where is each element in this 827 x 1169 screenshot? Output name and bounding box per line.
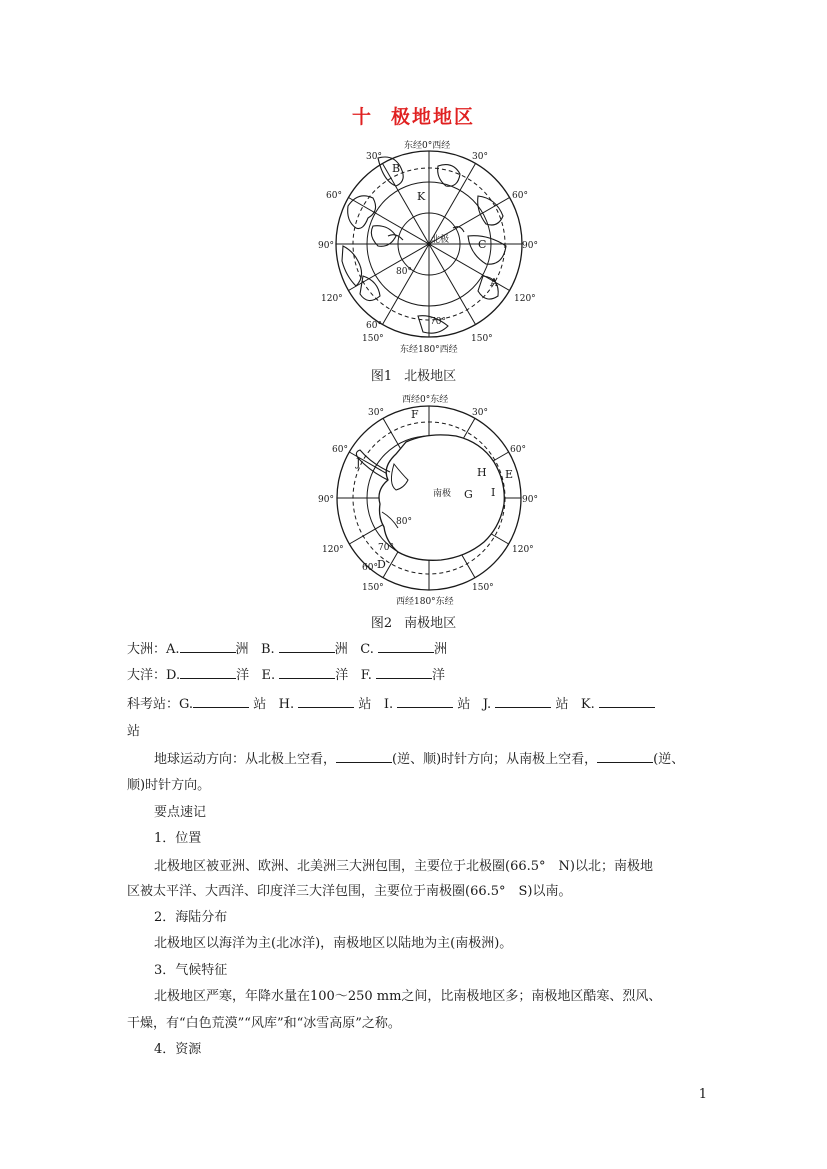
section3-heading: 3．气候特征 (154, 963, 228, 978)
antarctic-deg-90w: 90° (318, 495, 334, 505)
station-h-suffix: 站 (358, 697, 372, 712)
station-g-suffix: 站 (253, 697, 267, 712)
continent-a-suffix: 洲 (235, 642, 249, 657)
antarctica-landmass (356, 435, 504, 560)
station-h-letter: H. (278, 697, 295, 712)
title-text: 极地地区 (391, 106, 476, 128)
arctic-deg-30e: 30° (472, 152, 488, 162)
arctic-point-k: K (417, 190, 426, 203)
antarctic-lat-70: 70° (378, 543, 394, 553)
oceans-label: 大洋： (127, 668, 167, 683)
section3-line2: 干燥，有“白色荒漠”“风库”和“冰雪高原”之称。 (127, 1016, 401, 1031)
arctic-deg-120e: 120° (514, 294, 536, 304)
ocean-d-blank[interactable] (180, 665, 236, 679)
antarctic-point-d: D (377, 558, 386, 571)
section1-line2: 区被太平洋、大西洋、印度洋三大洋包围，主要位于南极圈(66.5° S)以南。 (127, 884, 572, 899)
station-j-letter: J. (482, 697, 492, 712)
continent-a-blank[interactable] (180, 639, 236, 653)
antarctic-top-label: 西经0°东经 (402, 395, 449, 405)
ocean-d-letter: D. (166, 668, 181, 683)
stations-question (127, 693, 655, 712)
ocean-f-blank[interactable] (376, 665, 432, 679)
continent-c-suffix: 洲 (433, 642, 447, 657)
antarctic-deg-90e: 90° (522, 495, 538, 505)
station-i-suffix: 站 (457, 697, 471, 712)
arctic-point-a: A (490, 276, 498, 289)
station-g-letter: G. (179, 697, 194, 712)
station-i-letter: I. (383, 697, 394, 712)
arctic-point-b: B (392, 162, 401, 175)
antarctic-map (316, 392, 542, 606)
arctic-deg-90e: 90° (522, 241, 538, 251)
section2-heading: 2．海陆分布 (154, 910, 228, 925)
station-j-suffix: 站 (555, 697, 569, 712)
station-g-blank[interactable] (193, 694, 249, 708)
continent-b-letter: B. (260, 642, 275, 657)
figure2-caption-text: 南极地区 (404, 616, 457, 631)
arctic-pole-label: 北极 (431, 235, 450, 245)
rotation-wrap: 顺)时针方向。 (127, 778, 211, 793)
arctic-deg-90w: 90° (318, 241, 334, 251)
arctic-deg-150e: 150° (471, 334, 493, 344)
antarctic-point-j: J (356, 456, 361, 469)
arctic-bottom-label: 东经180°西经 (400, 345, 458, 355)
section4-heading: 4．资源 (154, 1042, 202, 1057)
section1-heading: 1．位置 (154, 831, 202, 846)
section1-line1: 北极地区被亚洲、欧洲、北美洲三大洲包围，主要位于北极圈(66.5° N)以北；南极地 (154, 859, 653, 874)
continents-question (127, 638, 447, 657)
arctic-deg-120w: 120° (321, 294, 343, 304)
arctic-top-label: 东经0°西经 (404, 141, 451, 151)
continents-label: 大洲： (127, 642, 167, 657)
notes-heading: 要点速记 (154, 805, 207, 820)
antarctic-deg-30e: 30° (472, 408, 488, 418)
antarctic-deg-120e: 120° (512, 545, 534, 555)
station-j-blank[interactable] (495, 694, 551, 708)
antarctic-point-h: H (477, 466, 487, 479)
antarctic-deg-30w: 30° (368, 408, 384, 418)
antarctic-deg-60w: 60° (332, 445, 348, 455)
antarctic-pole-label: 南极 (433, 489, 452, 499)
station-i-blank[interactable] (397, 694, 453, 708)
station-k-letter: K. (580, 697, 595, 712)
antarctic-deg-150e: 150° (472, 583, 494, 593)
station-h-blank[interactable] (298, 694, 354, 708)
antarctic-bottom-label: 西经180°东经 (396, 597, 454, 606)
ocean-d-suffix: 洋 (236, 668, 250, 683)
antarctic-point-i: I (491, 486, 496, 499)
figure2-caption-num: 图2 (370, 616, 393, 631)
arctic-lat-80: 80° (396, 267, 412, 277)
ocean-e-blank[interactable] (279, 665, 335, 679)
continent-a-letter: A. (166, 642, 180, 657)
stations-label: 科考站： (127, 697, 180, 712)
ocean-e-letter: E. (261, 668, 276, 683)
rotation-question (154, 748, 684, 767)
figure1-caption (0, 365, 827, 384)
page-title (0, 102, 827, 129)
antarctic-point-f: F (411, 408, 419, 421)
rotation-part2: (逆、顺)时针方向；从南极上空看， (392, 752, 598, 767)
arctic-deg-60e: 60° (512, 191, 528, 201)
antarctic-deg-60e: 60° (510, 445, 526, 455)
section3-line1: 北极地区严寒，年降水量在100～250 mm之间，比南极地区多；南极地区酷寒、烈风、 (154, 989, 662, 1004)
ocean-f-suffix: 洋 (432, 668, 446, 683)
ocean-e-suffix: 洋 (335, 668, 349, 683)
arctic-map (318, 136, 540, 358)
antarctic-deg-120w: 120° (322, 545, 344, 555)
antarctic-lat-60: 60° (362, 563, 378, 573)
antarctic-point-e: E (505, 468, 514, 481)
arctic-deg-60w: 60° (326, 191, 342, 201)
rotation-blank-north[interactable] (336, 749, 392, 763)
continent-b-blank[interactable] (279, 639, 335, 653)
arctic-point-c: C (478, 238, 487, 251)
title-number: 十 (351, 106, 373, 128)
figure2-caption (0, 612, 827, 631)
rotation-part3: (逆、 (653, 752, 685, 767)
rotation-part1: 地球运动方向：从北极上空看， (154, 752, 337, 767)
arctic-lat-70: 70° (430, 317, 446, 327)
section2-text: 北极地区以海洋为主(北冰洋)，南极地区以陆地为主(南极洲)。 (154, 936, 513, 951)
figure1-caption-num: 图1 (370, 369, 393, 384)
arctic-deg-150w: 150° (362, 334, 384, 344)
page-number: 1 (698, 1087, 707, 1102)
oceans-question (127, 664, 445, 683)
antarctic-deg-150w: 150° (362, 583, 384, 593)
figure1-caption-text: 北极地区 (404, 369, 457, 384)
station-k-blank[interactable] (599, 694, 655, 708)
stations-wrap: 站 (127, 724, 141, 739)
antarctic-point-g: G (464, 488, 473, 501)
antarctic-lat-80: 80° (396, 517, 412, 527)
continent-c-blank[interactable] (378, 639, 434, 653)
rotation-blank-south[interactable] (597, 749, 653, 763)
arctic-lat-60: 60° (366, 321, 382, 331)
continent-c-letter: C. (360, 642, 374, 657)
arctic-deg-30w: 30° (366, 152, 382, 162)
ocean-f-letter: F. (360, 668, 372, 683)
continent-b-suffix: 洲 (334, 642, 348, 657)
